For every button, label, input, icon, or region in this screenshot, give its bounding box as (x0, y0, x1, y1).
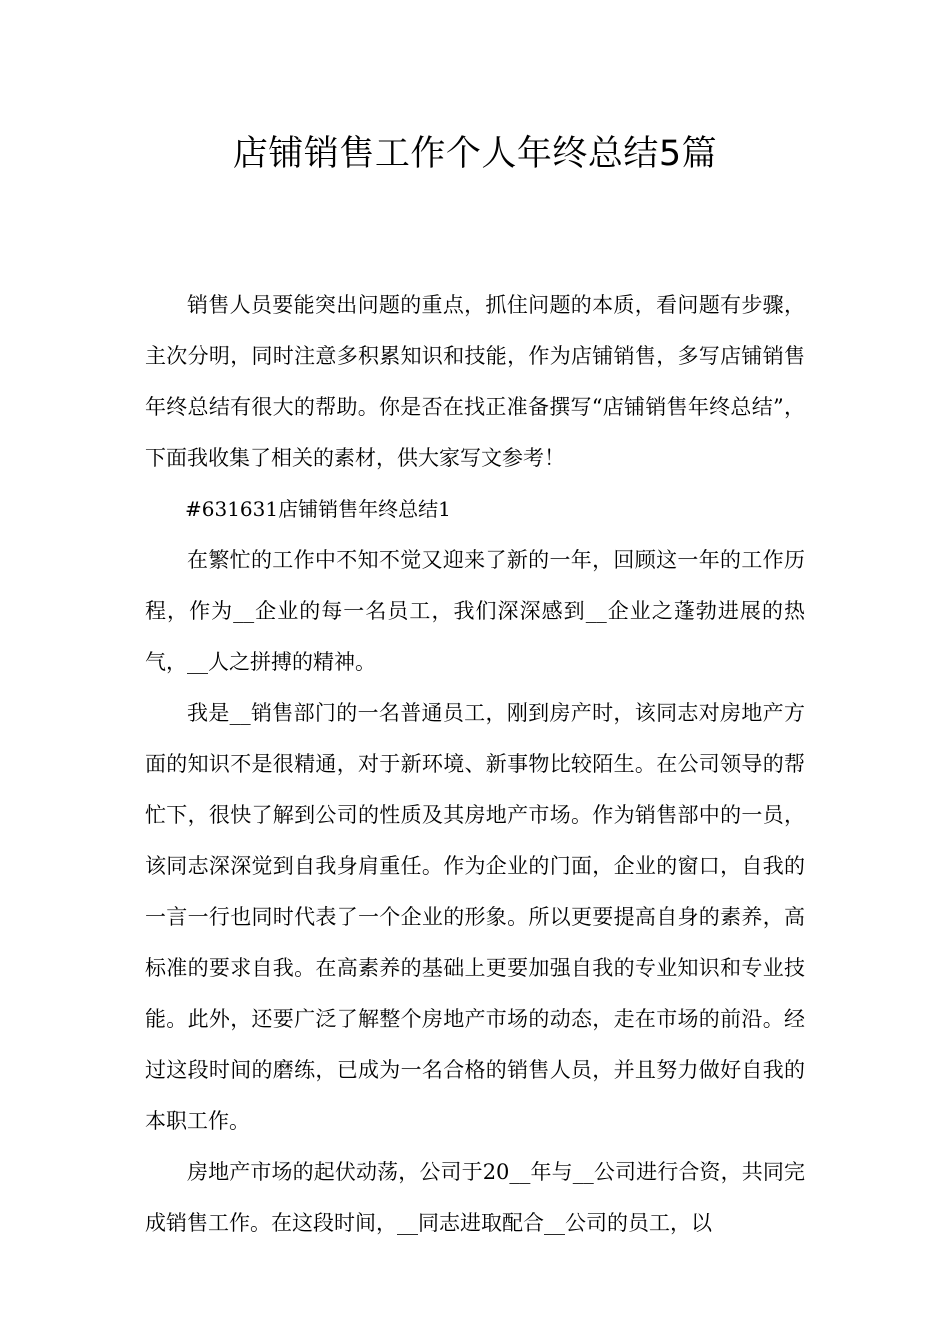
body-paragraph-3: 房地产市场的起伏动荡，公司于20__年与__公司进行合资，共同完成销售工作。在这段时间，__同志进取配合__公司的员工，以 (145, 1160, 805, 1235)
body-paragraph-1: 在繁忙的工作中不知不觉又迎来了新的一年，回顾这一年的工作历程，作为__企业的每一名员工，我们深深感到__企业之蓬勃进展的热气，__人之拼搏的精神。 (145, 548, 805, 674)
document-body (145, 280, 805, 1249)
intro-paragraph: 销售人员要能突出问题的重点，抓住问题的本质，看问题有步骤，主次分明，同时注意多积累知识和技能，作为店铺销售，多写店铺销售年终总结有很大的帮助。你是否在找正准备撰写“店铺销售年终总结”，下面我收集了相关的素材，供大家写文参考！ (145, 293, 805, 470)
document-title: 店铺销售工作个人年终总结5篇 (232, 134, 718, 174)
body-paragraph-2: 我是__销售部门的一名普通员工，刚到房产时，该同志对房地产方面的知识不是很精通，对于新环境、新事物比较陌生。在公司领导的帮忙下，很快了解到公司的性质及其房地产市场。作为销售部中的一员，该同志深深觉到自我身肩重任。作为企业的门面，企业的窗口，自我的一言一行也同时代表了一个企业的形象。所以更要提高自身的素养，高标准的要求自我。在高素养的基础上更要加强自我的专业知识和专业技能。此外，还要广泛了解整个房地产市场的动态，走在市场的前沿。经过这段时间的磨练，已成为一名合格的销售人员，并且努力做好自我的本职工作。 (145, 701, 805, 1133)
section-heading: #631631店铺销售年终总结1 (185, 497, 451, 521)
